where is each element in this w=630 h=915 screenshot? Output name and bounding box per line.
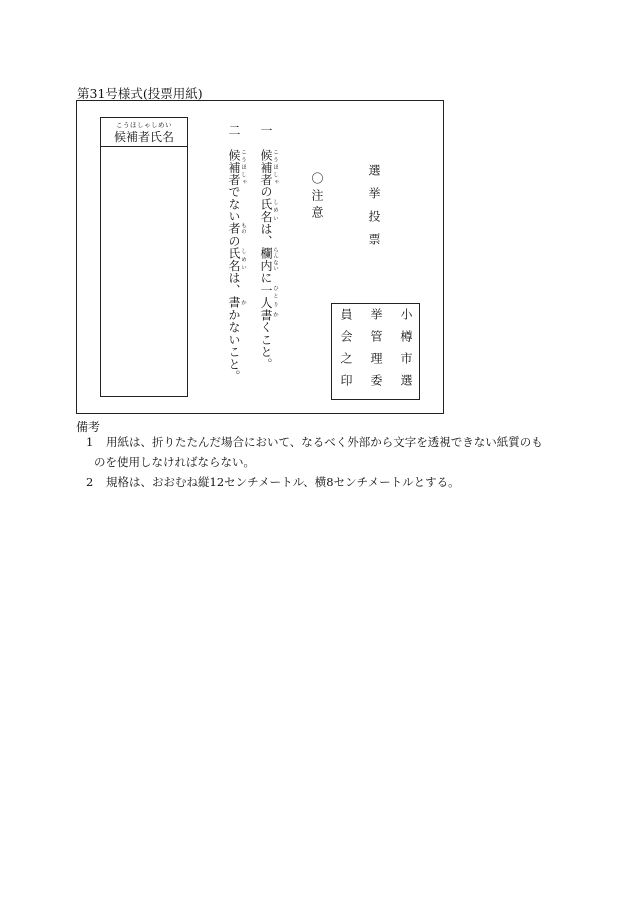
form-title: 第31号様式(投票用紙)	[77, 86, 203, 101]
remark-item-1	[86, 432, 566, 472]
remark-text-line-1: 規格は、おおむね縦12センチメートル、横8センチメートルとする。	[106, 475, 460, 489]
note-two-number: 二	[227, 124, 241, 137]
remark-item-2	[86, 472, 566, 492]
note-two-ruby-1: 候補者 こうほしゃ	[227, 148, 246, 186]
remark-number: 2	[86, 475, 94, 489]
seal-column-1: 小樽市選	[399, 308, 413, 396]
ballot-title: 選挙投票	[367, 164, 381, 256]
note-one-ruby-2: 氏名 しめい	[259, 197, 278, 223]
candidate-name-ruby: こうほしゃしめい	[116, 121, 172, 129]
candidate-name-header	[101, 118, 187, 147]
note-two	[226, 124, 246, 382]
note-one-ruby-5: 書 か	[259, 308, 278, 321]
note-two-ruby-2: 者 もの	[227, 222, 246, 235]
note-two-ruby-3: 氏名 しめい	[227, 247, 246, 272]
remark-number: 1	[86, 435, 94, 449]
note-one	[258, 124, 278, 370]
candidate-name-box	[100, 117, 188, 397]
note-two-ruby-4: 書 か	[227, 296, 246, 309]
note-two-text-4: かないこと。	[227, 308, 241, 383]
caution-heading: 〇注意	[310, 172, 324, 223]
remarks-heading: 備考	[76, 420, 101, 434]
note-one-text-3: に	[259, 271, 273, 284]
note-one-text-4: くこと。	[259, 320, 273, 371]
note-one-ruby-3: 欄内 らんない	[259, 247, 278, 272]
note-one-ruby-4: 一人 ひとり	[259, 283, 278, 309]
note-two-text-3: は、	[227, 271, 241, 297]
remark-text-line-1: 用紙は、折りたたんだ場合において、なるべく外部から文字を透視できない紙質のも	[106, 435, 543, 449]
election-commission-seal	[331, 303, 420, 400]
remark-text-line-2: のを使用しなければならない。	[94, 455, 255, 469]
seal-column-3: 員会之印	[339, 308, 353, 396]
note-one-ruby-1: 候補者 こうほしゃ	[259, 148, 278, 186]
note-one-text-2: は、	[259, 222, 273, 248]
note-one-number: 一	[259, 124, 273, 137]
note-two-text-1: でない	[227, 185, 241, 223]
note-one-text-1: の	[259, 185, 273, 198]
seal-column-2: 挙管理委	[369, 308, 383, 396]
note-two-text-2: の	[227, 234, 241, 248]
candidate-name-label: 候補者氏名	[113, 130, 174, 144]
